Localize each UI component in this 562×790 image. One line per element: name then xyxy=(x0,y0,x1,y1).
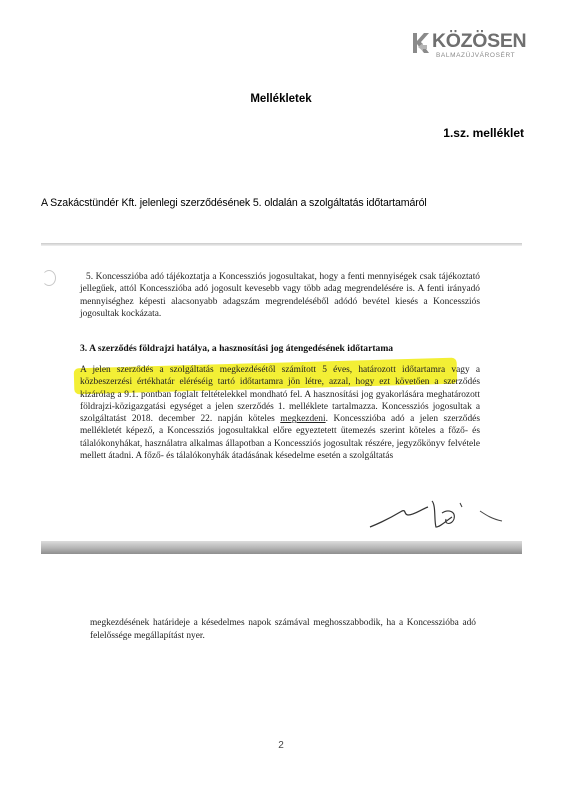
underlined-word: megkezdeni xyxy=(280,414,326,425)
page-title: Mellékletek xyxy=(250,93,312,105)
punch-hole-mark xyxy=(42,270,56,286)
highlighted-term-text: A jelen szerződés a szolgáltatás megkezdésétől számított 5 éves, határozott időtartamra vagy a közbeszerzési értékhatár eléréséig tartó időtartamra jön létre, xyxy=(80,365,480,388)
scanned-contract-excerpt xyxy=(41,243,522,554)
term-text-end: . Koncesszióba adó a jelen szerződés mellékletét képező, a Koncessziós jogosultakkal előre egyeztetett ütemezés szerint köteles a főző- és tálalókonyhákat, használatra alkalmas állapotban a Koncessziós jogosultak részére, jegyzőkönyv felvétele mellett átadni. A főző- és tálalókonyhák átadásának késedelme esetén a szolgáltatás xyxy=(80,414,480,462)
scan-top-edge xyxy=(41,243,522,246)
scan-paragraph-term xyxy=(80,364,480,462)
kozosen-logo xyxy=(410,30,528,66)
scan-bottom-edge xyxy=(41,541,522,554)
scan-paragraph-5: 5. Koncesszióba adó tájékoztatja a Koncessziós jogosultakat, hogy a fenti mennyiségek csak tájékoztató jellegűek, attól Koncesszióba adó jogosult kevesebb vagy több adag megrendelésére is. A fenti irányadó mennyiséghez képesti alacsonyabb adagszám megrendeléséből adódó bevétel kiesés a Koncessziós jogosultak kockázata. xyxy=(80,272,480,319)
continuation-paragraph: megkezdésének határideje a késedelmes napok számával meghosszabbodik, ha a Koncesszióba adó felelőssége megállapítást nyer. xyxy=(90,618,476,641)
annex-number: 1.sz. melléklet xyxy=(443,126,524,140)
logo-subtitle: BALMAZÚJVÁROSÉRT xyxy=(436,52,516,59)
logo-name: KÖZÖSEN xyxy=(432,30,527,52)
term-text-continued: azzal, hogy ezt követően a szerződés kizárólag a 9.1. pontban foglalt feltételekkel mondható fel. A hasznosítási jog gyakorlására meghatározott földrajzi-közigazgatási egységet a jelen szerződés 1. melléklete tartalmazza. Koncessziós jogosultak a szolgáltatást 2018. december 22. napján köteles xyxy=(80,377,480,425)
page-number: 2 xyxy=(278,740,284,751)
k-arrow-logo-icon xyxy=(410,31,432,55)
scan-section-heading: 3. A szerződés földrajzi hatálya, a hasznosítási jog átengedésének időtartama xyxy=(80,343,394,354)
handwritten-signature xyxy=(366,493,506,541)
intro-text: A Szakácstündér Kft. jelenlegi szerződésének 5. oldalán a szolgáltatás időtartamáról xyxy=(41,197,427,209)
